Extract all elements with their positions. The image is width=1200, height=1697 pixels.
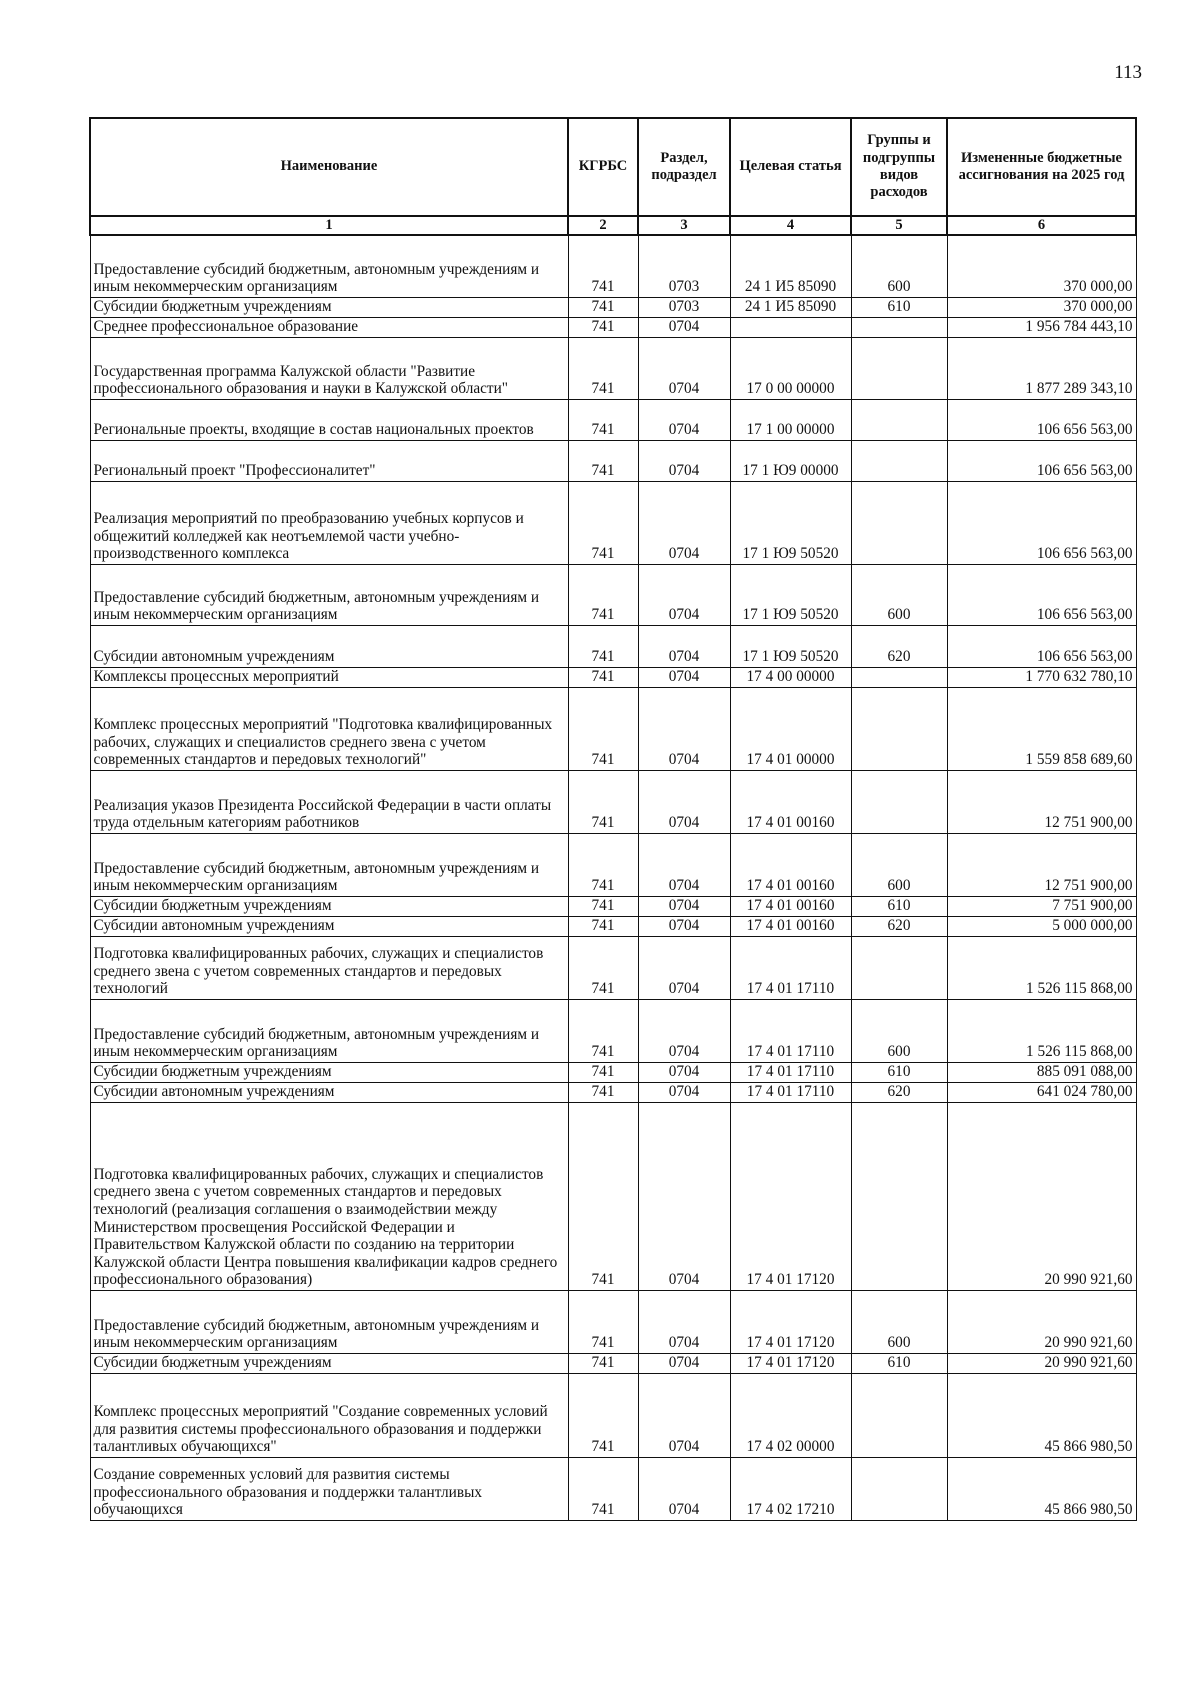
table-row xyxy=(90,1102,1136,1290)
table-row xyxy=(90,337,1136,399)
column-number: 3 xyxy=(638,216,730,235)
row-section: 0704 xyxy=(638,667,730,687)
row-section: 0704 xyxy=(638,896,730,916)
row-target-article: 17 1 Ю9 00000 xyxy=(730,440,851,481)
row-section: 0704 xyxy=(638,337,730,399)
row-target-article: 17 4 00 00000 xyxy=(730,667,851,687)
row-expense-group xyxy=(851,440,947,481)
table-row xyxy=(90,1373,1136,1457)
table-row xyxy=(90,896,1136,916)
header-kgrbs: КГРБС xyxy=(568,118,638,216)
table-row xyxy=(90,916,1136,936)
row-target-article: 17 4 01 17120 xyxy=(730,1102,851,1290)
row-amount: 1 956 784 443,10 xyxy=(947,317,1136,337)
row-section: 0704 xyxy=(638,481,730,564)
row-amount: 106 656 563,00 xyxy=(947,481,1136,564)
table-row xyxy=(90,1457,1136,1520)
row-target-article xyxy=(730,317,851,337)
table-row xyxy=(90,440,1136,481)
table-row xyxy=(90,399,1136,440)
row-expense-group: 620 xyxy=(851,625,947,667)
row-target-article: 17 1 Ю9 50520 xyxy=(730,481,851,564)
row-amount: 1 526 115 868,00 xyxy=(947,999,1136,1062)
row-kgrbs: 741 xyxy=(568,1457,638,1520)
row-amount: 45 866 980,50 xyxy=(947,1373,1136,1457)
row-target-article: 17 4 01 00000 xyxy=(730,687,851,770)
row-section: 0704 xyxy=(638,916,730,936)
row-amount: 45 866 980,50 xyxy=(947,1457,1136,1520)
row-name: Создание современных условий для развития системы профессионального образования и поддержки талантливых обучающихся xyxy=(90,1457,568,1520)
row-expense-group: 620 xyxy=(851,1082,947,1102)
table-row xyxy=(90,564,1136,625)
row-expense-group: 600 xyxy=(851,833,947,896)
row-amount: 20 990 921,60 xyxy=(947,1290,1136,1353)
row-expense-group xyxy=(851,337,947,399)
row-name: Подготовка квалифицированных рабочих, служащих и специалистов среднего звена с учетом современных стандартов и передовых технологий (реализация соглашения о взаимодействии между Министерством просвещения Российской Федерации и Правительством Калужской области по созданию на территории Калужской области Центра повышения квалификации кадров среднего профессионального образования) xyxy=(90,1102,568,1290)
row-expense-group: 600 xyxy=(851,235,947,297)
row-name: Предоставление субсидий бюджетным, автономным учреждениям и иным некоммерческим организациям xyxy=(90,564,568,625)
row-section: 0704 xyxy=(638,440,730,481)
row-name: Субсидии бюджетным учреждениям xyxy=(90,1353,568,1373)
row-amount: 641 024 780,00 xyxy=(947,1082,1136,1102)
row-section: 0704 xyxy=(638,1457,730,1520)
row-expense-group xyxy=(851,1457,947,1520)
row-section: 0704 xyxy=(638,833,730,896)
row-name: Предоставление субсидий бюджетным, автономным учреждениям и иным некоммерческим организациям xyxy=(90,235,568,297)
row-name: Субсидии бюджетным учреждениям xyxy=(90,297,568,317)
row-kgrbs: 741 xyxy=(568,1102,638,1290)
table-row xyxy=(90,770,1136,833)
row-amount: 1 877 289 343,10 xyxy=(947,337,1136,399)
row-expense-group xyxy=(851,936,947,999)
row-target-article: 17 4 01 17110 xyxy=(730,936,851,999)
row-kgrbs: 741 xyxy=(568,235,638,297)
row-name: Комплекс процессных мероприятий "Подготовка квалифицированных рабочих, служащих и специалистов среднего звена с учетом современных стандартов и передовых технологий" xyxy=(90,687,568,770)
row-section: 0703 xyxy=(638,297,730,317)
budget-table xyxy=(89,117,1137,1521)
table-row xyxy=(90,1062,1136,1082)
row-name: Субсидии автономным учреждениям xyxy=(90,1082,568,1102)
row-section: 0704 xyxy=(638,1082,730,1102)
row-kgrbs: 741 xyxy=(568,936,638,999)
table-row xyxy=(90,1353,1136,1373)
row-amount: 1 526 115 868,00 xyxy=(947,936,1136,999)
row-name: Субсидии бюджетным учреждениям xyxy=(90,896,568,916)
row-section: 0704 xyxy=(638,317,730,337)
row-name: Предоставление субсидий бюджетным, автономным учреждениям и иным некоммерческим организациям xyxy=(90,833,568,896)
row-expense-group xyxy=(851,1373,947,1457)
row-name: Субсидии бюджетным учреждениям xyxy=(90,1062,568,1082)
header-name: Наименование xyxy=(90,118,568,216)
row-target-article: 17 4 02 17210 xyxy=(730,1457,851,1520)
table-row xyxy=(90,833,1136,896)
row-kgrbs: 741 xyxy=(568,896,638,916)
row-expense-group: 610 xyxy=(851,1353,947,1373)
row-section: 0704 xyxy=(638,936,730,999)
row-kgrbs: 741 xyxy=(568,1353,638,1373)
row-target-article: 24 1 И5 85090 xyxy=(730,235,851,297)
row-name: Реализация указов Президента Российской Федерации в части оплаты труда отдельным категориям работников xyxy=(90,770,568,833)
row-section: 0704 xyxy=(638,625,730,667)
row-kgrbs: 741 xyxy=(568,1290,638,1353)
row-kgrbs: 741 xyxy=(568,833,638,896)
column-number: 6 xyxy=(947,216,1136,235)
row-kgrbs: 741 xyxy=(568,481,638,564)
row-target-article: 17 1 Ю9 50520 xyxy=(730,625,851,667)
row-expense-group: 620 xyxy=(851,916,947,936)
page-number: 113 xyxy=(1114,62,1142,83)
row-kgrbs: 741 xyxy=(568,667,638,687)
row-expense-group: 610 xyxy=(851,1062,947,1082)
column-number: 2 xyxy=(568,216,638,235)
row-section: 0704 xyxy=(638,1102,730,1290)
row-kgrbs: 741 xyxy=(568,625,638,667)
row-name: Государственная программа Калужской области "Развитие профессионального образования и науки в Калужской области" xyxy=(90,337,568,399)
row-kgrbs: 741 xyxy=(568,317,638,337)
row-expense-group: 610 xyxy=(851,297,947,317)
row-target-article: 17 4 01 17110 xyxy=(730,999,851,1062)
column-number: 4 xyxy=(730,216,851,235)
table-row xyxy=(90,667,1136,687)
row-section: 0704 xyxy=(638,1353,730,1373)
table-row xyxy=(90,999,1136,1062)
row-amount: 20 990 921,60 xyxy=(947,1353,1136,1373)
row-target-article: 17 4 02 00000 xyxy=(730,1373,851,1457)
row-target-article: 17 4 01 00160 xyxy=(730,833,851,896)
row-expense-group: 600 xyxy=(851,1290,947,1353)
row-amount: 885 091 088,00 xyxy=(947,1062,1136,1082)
row-amount: 20 990 921,60 xyxy=(947,1102,1136,1290)
row-section: 0704 xyxy=(638,687,730,770)
table-row xyxy=(90,1290,1136,1353)
row-amount: 370 000,00 xyxy=(947,235,1136,297)
row-target-article: 17 4 01 17110 xyxy=(730,1062,851,1082)
row-expense-group: 600 xyxy=(851,564,947,625)
table-row xyxy=(90,481,1136,564)
row-target-article: 17 4 01 00160 xyxy=(730,896,851,916)
row-name: Среднее профессиональное образование xyxy=(90,317,568,337)
row-kgrbs: 741 xyxy=(568,1373,638,1457)
header-section: Раздел, подраздел xyxy=(638,118,730,216)
row-expense-group xyxy=(851,481,947,564)
row-target-article: 17 4 01 17120 xyxy=(730,1353,851,1373)
row-expense-group xyxy=(851,687,947,770)
row-amount: 12 751 900,00 xyxy=(947,833,1136,896)
row-target-article: 17 1 Ю9 50520 xyxy=(730,564,851,625)
table-row xyxy=(90,235,1136,297)
row-kgrbs: 741 xyxy=(568,440,638,481)
row-expense-group xyxy=(851,1102,947,1290)
row-kgrbs: 741 xyxy=(568,337,638,399)
row-amount: 12 751 900,00 xyxy=(947,770,1136,833)
row-target-article: 17 4 01 00160 xyxy=(730,770,851,833)
row-section: 0704 xyxy=(638,770,730,833)
row-target-article: 17 1 00 00000 xyxy=(730,399,851,440)
row-expense-group xyxy=(851,667,947,687)
row-kgrbs: 741 xyxy=(568,297,638,317)
row-target-article: 17 0 00 00000 xyxy=(730,337,851,399)
row-kgrbs: 741 xyxy=(568,399,638,440)
row-expense-group: 600 xyxy=(851,999,947,1062)
row-expense-group xyxy=(851,317,947,337)
row-kgrbs: 741 xyxy=(568,916,638,936)
row-kgrbs: 741 xyxy=(568,687,638,770)
table-row xyxy=(90,625,1136,667)
row-section: 0704 xyxy=(638,1373,730,1457)
row-kgrbs: 741 xyxy=(568,999,638,1062)
column-number: 1 xyxy=(90,216,568,235)
table-row xyxy=(90,297,1136,317)
header-target-article: Целевая статья xyxy=(730,118,851,216)
row-name: Предоставление субсидий бюджетным, автономным учреждениям и иным некоммерческим организациям xyxy=(90,1290,568,1353)
row-target-article: 17 4 01 17110 xyxy=(730,1082,851,1102)
row-name: Региональный проект "Профессионалитет" xyxy=(90,440,568,481)
row-name: Региональные проекты, входящие в состав национальных проектов xyxy=(90,399,568,440)
row-name: Комплексы процессных мероприятий xyxy=(90,667,568,687)
row-section: 0704 xyxy=(638,1290,730,1353)
row-amount: 7 751 900,00 xyxy=(947,896,1136,916)
row-target-article: 24 1 И5 85090 xyxy=(730,297,851,317)
row-expense-group xyxy=(851,770,947,833)
row-amount: 106 656 563,00 xyxy=(947,625,1136,667)
row-name: Субсидии автономным учреждениям xyxy=(90,916,568,936)
row-target-article: 17 4 01 00160 xyxy=(730,916,851,936)
row-name: Субсидии автономным учреждениям xyxy=(90,625,568,667)
row-section: 0703 xyxy=(638,235,730,297)
row-kgrbs: 741 xyxy=(568,770,638,833)
row-section: 0704 xyxy=(638,564,730,625)
row-kgrbs: 741 xyxy=(568,1082,638,1102)
table-row xyxy=(90,1082,1136,1102)
row-amount: 106 656 563,00 xyxy=(947,399,1136,440)
row-amount: 1 770 632 780,10 xyxy=(947,667,1136,687)
row-amount: 5 000 000,00 xyxy=(947,916,1136,936)
row-amount: 370 000,00 xyxy=(947,297,1136,317)
row-amount: 106 656 563,00 xyxy=(947,440,1136,481)
row-section: 0704 xyxy=(638,399,730,440)
row-amount: 106 656 563,00 xyxy=(947,564,1136,625)
row-section: 0704 xyxy=(638,1062,730,1082)
row-amount: 1 559 858 689,60 xyxy=(947,687,1136,770)
table-row xyxy=(90,317,1136,337)
table-row xyxy=(90,936,1136,999)
row-name: Комплекс процессных мероприятий "Создание современных условий для развития системы профессионального образования и поддержки талантливых обучающихся" xyxy=(90,1373,568,1457)
row-target-article: 17 4 01 17120 xyxy=(730,1290,851,1353)
row-section: 0704 xyxy=(638,999,730,1062)
row-name: Реализация мероприятий по преобразованию учебных корпусов и общежитий колледжей как неотъемлемой части учебно-производственного комплекса xyxy=(90,481,568,564)
row-name: Подготовка квалифицированных рабочих, служащих и специалистов среднего звена с учетом современных стандартов и передовых технологий xyxy=(90,936,568,999)
table-row xyxy=(90,687,1136,770)
row-kgrbs: 741 xyxy=(568,564,638,625)
column-number: 5 xyxy=(851,216,947,235)
header-expense-groups: Группы и подгруппы видов расходов xyxy=(851,118,947,216)
row-expense-group: 610 xyxy=(851,896,947,916)
row-name: Предоставление субсидий бюджетным, автономным учреждениям и иным некоммерческим организациям xyxy=(90,999,568,1062)
table-body xyxy=(90,235,1136,1520)
row-expense-group xyxy=(851,399,947,440)
header-amount: Измененные бюджетные ассигнования на 2025 год xyxy=(947,118,1136,216)
row-kgrbs: 741 xyxy=(568,1062,638,1082)
